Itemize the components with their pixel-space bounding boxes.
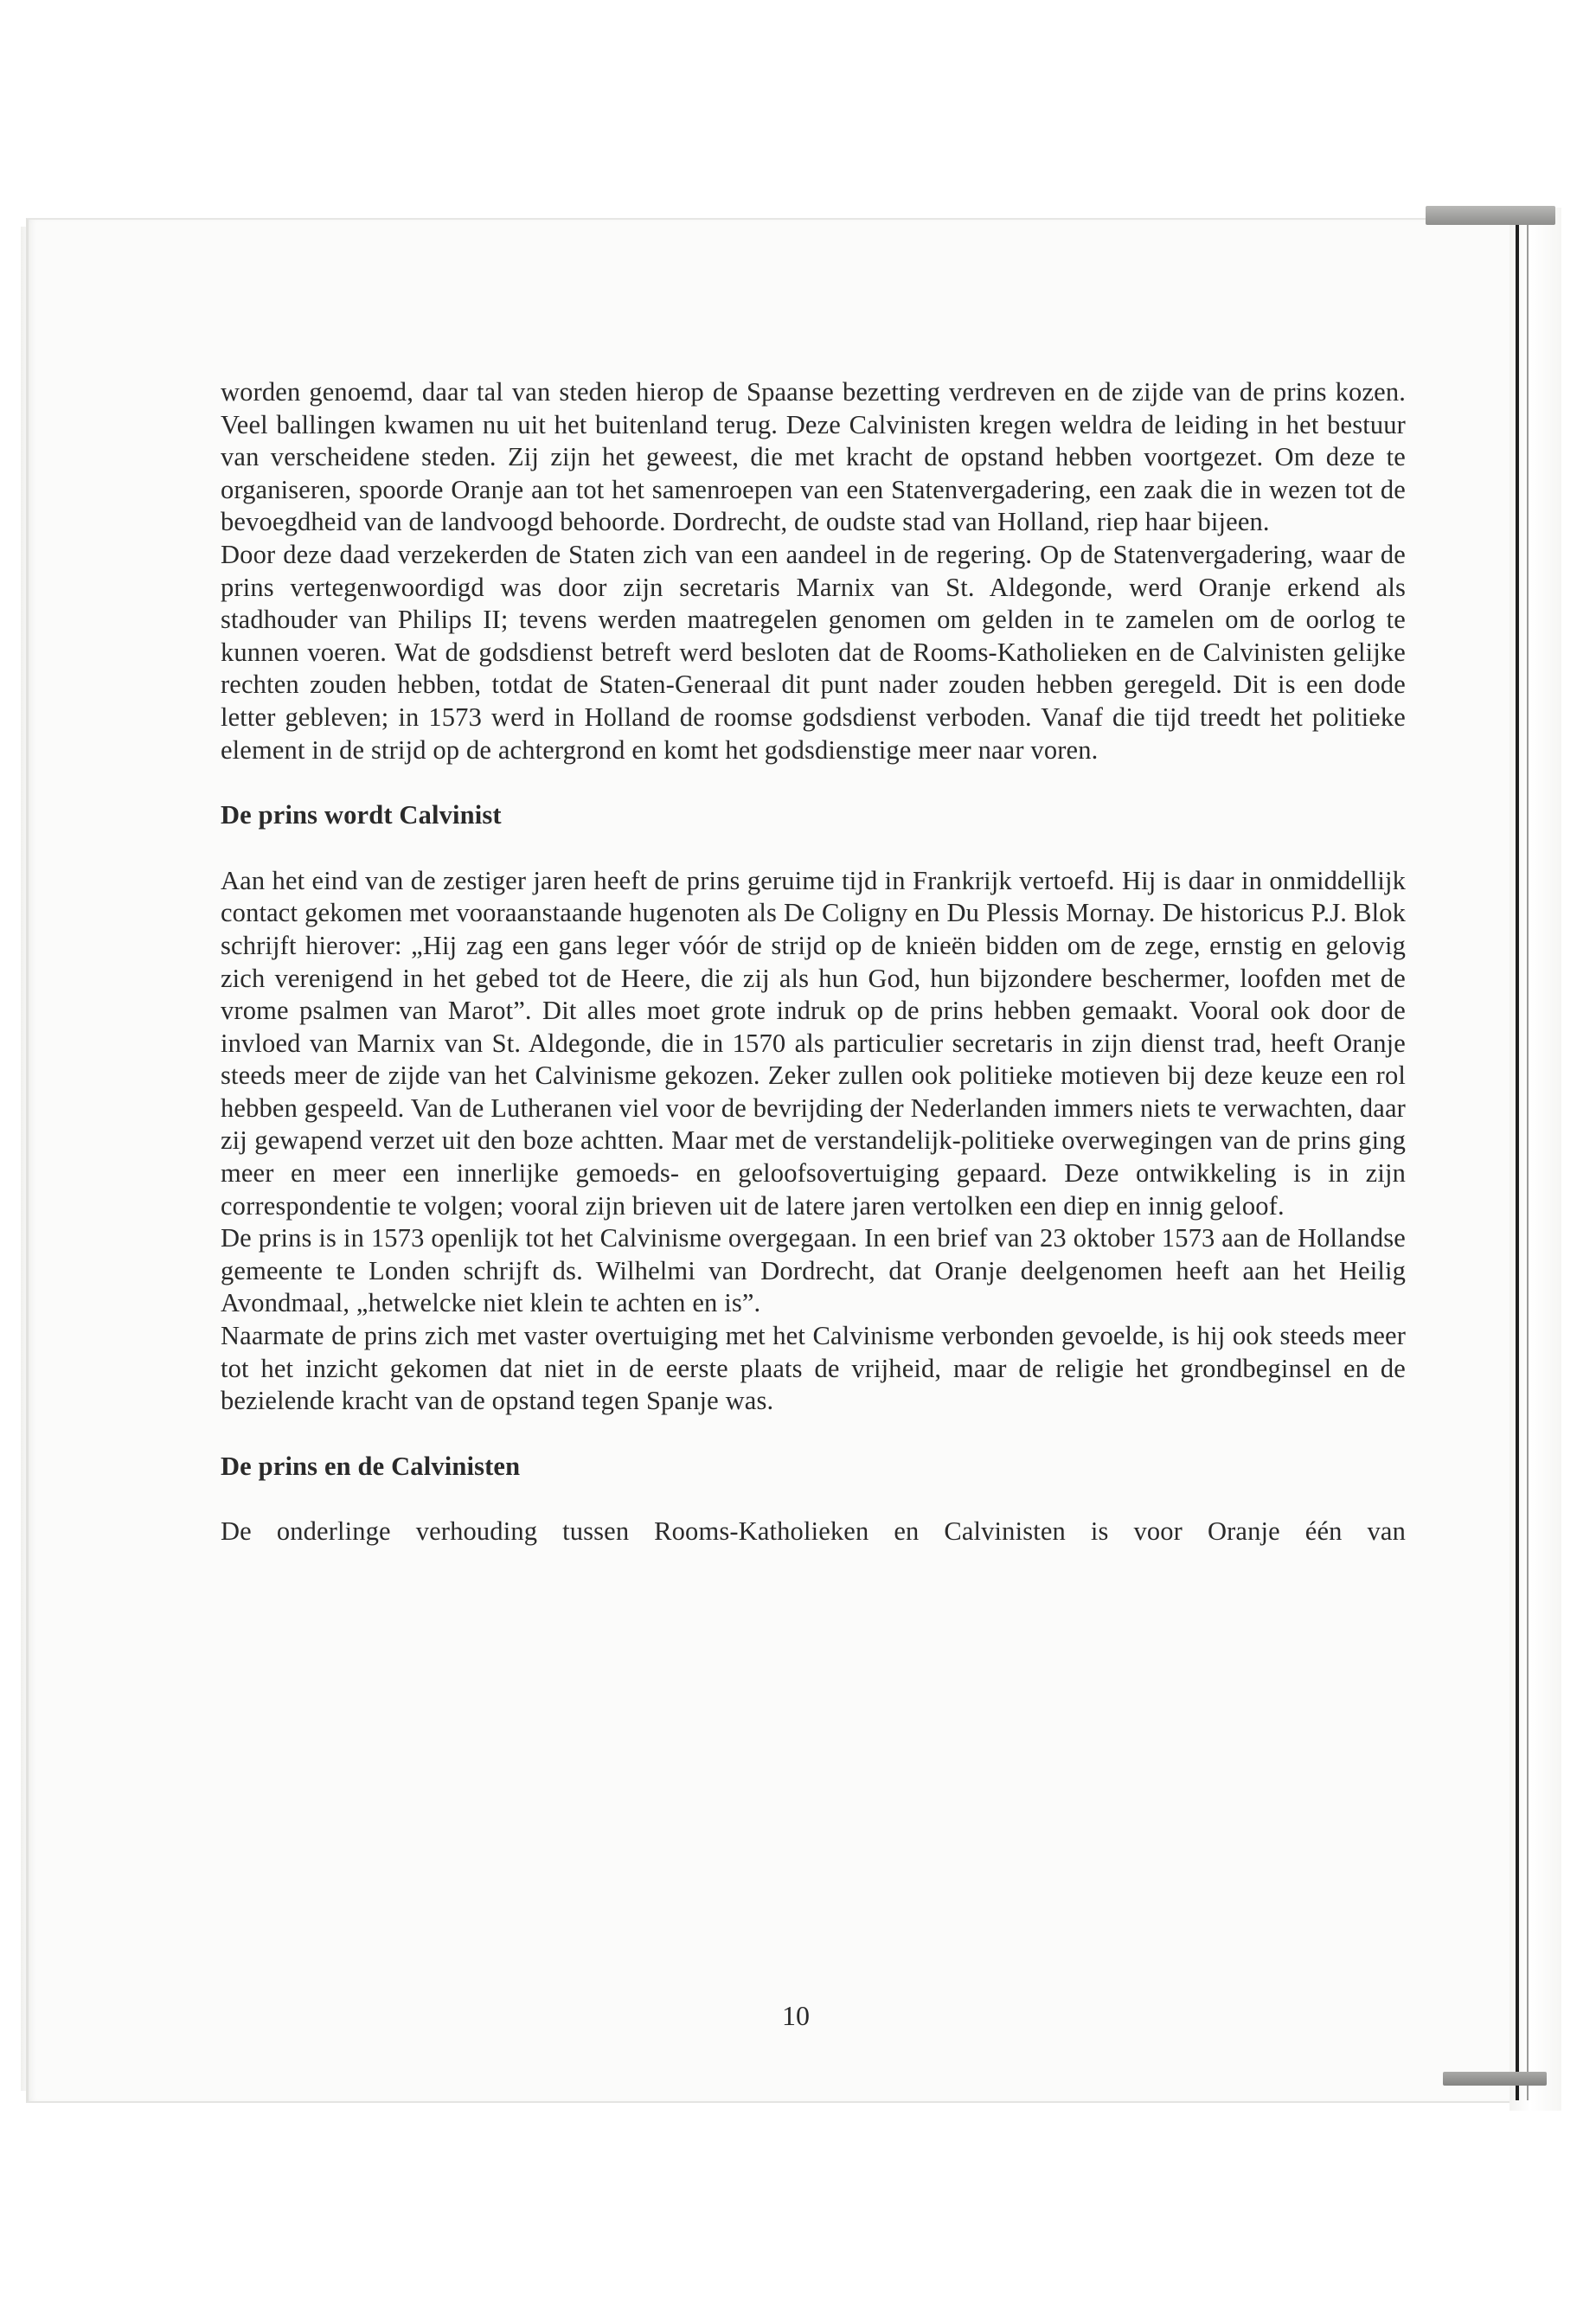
binding-clip-bottom — [1443, 2072, 1547, 2086]
page-number: 10 — [782, 2000, 810, 2031]
section-heading: De prins wordt Calvinist — [221, 800, 502, 830]
page-body — [221, 376, 1406, 1548]
binding-line-secondary — [1527, 223, 1529, 2100]
paragraph: Door deze daad verzekerden de Staten zich van een aandeel in de regering. Op de Statenvergadering, waar de prins vertegenwoordigd was door zijn secretaris Marnix van St. Aldegonde, werd Oranje erkend als stadhouder van Philips II; tevens werden maatregelen genomen om gelden in te zamelen om de oorlog te kunnen voeren. Wat de godsdienst betreft werd besloten dat de Rooms-Katholieken en de Calvinisten gelijke rechten zouden hebben, totdat de Staten-Generaal dit punt nader zouden hebben geregeld. Dit is een dode letter gebleven; in 1573 werd in Holland de roomse godsdienst verboden. Vanaf die tijd treedt het politieke element in de strijd op de achtergrond en komt het godsdienstige meer naar voren. — [221, 539, 1406, 765]
section-heading: De prins en de Calvinisten — [221, 1451, 521, 1481]
binding-line — [1516, 223, 1519, 2100]
paragraph: De prins is in 1573 openlijk tot het Calvinisme overgegaan. In een brief van 23 oktober 1573 aan de Hollandse gemeente te Londen schrijft ds. Wilhelmi van Dordrecht, dat Oranje deelgenomen heeft aan het Heilig Avondmaal, „hetwelcke niet klein te achten en is”. — [221, 1223, 1406, 1318]
paragraph: worden genoemd, daar tal van steden hierop de Spaanse bezetting verdreven en de zijde van de prins kozen. Veel ballingen kwamen nu uit het buitenland terug. Deze Calvinisten kregen weldra de leiding in het bestuur van verscheidene steden. Zij zijn het geweest, die met kracht de opstand hebben voortgezet. Om deze te organiseren, spoorde Oranje aan tot het samenroepen van een Statenvergadering, een zaak die in wezen tot de bevoegdheid van de landvoogd behoorde. Dordrecht, de oudste stad van Holland, riep haar bijeen. — [221, 377, 1406, 537]
paragraph: De onderlinge verhouding tussen Rooms-Katholieken en Calvinisten is voor Oranje één van — [221, 1516, 1406, 1547]
paragraph: Naarmate de prins zich met vaster overtuiging met het Calvinisme verbonden gevoelde, is hij ook steeds meer tot het inzicht gekomen dat niet in de eerste plaats de vrijheid, maar de religie het grondbeginsel en de bezielende kracht van de opstand tegen Spanje was. — [221, 1321, 1406, 1416]
paragraph: Aan het eind van de zestiger jaren heeft de prins geruime tijd in Frankrijk vertoefd. Hij is daar in onmiddellijk contact gekomen met vooraanstaande hugenoten als De Coligny en Du Plessis Mornay. De historicus P.J. Blok schrijft hierover: „Hij zag een gans leger vóór de strijd op de knieën bidden om de zege, ernstig en gelovig zich verenigend in het gebed tot de Heere, die zij als hun God, hun bijzondere beschermer, loofden met de vrome psalmen van Marot”. Dit alles moet grote indruk op de prins hebben gemaakt. Vooral ook door de invloed van Marnix van St. Aldegonde, die in 1570 als particulier secretaris in zijn dienst trad, heeft Oranje steeds meer de zijde van het Calvinisme gekozen. Zeker zullen ook politieke motieven bij deze keuze een rol hebben gespeeld. Van de Lutheranen viel voor de bevrijding der Nederlanden immers niets te verwachten, daar zij gewapend verzet uit den boze achtten. Maar met de verstandelijk-politieke overwegingen van de prins ging meer en meer een innerlijke gemoeds- en geloofsovertuiging gepaard. Deze ontwikkeling is in zijn correspondentie te volgen; vooral zijn brieven uit de latere jaren vertolken een diep en innig geloof. — [221, 865, 1406, 1221]
binding-clip-top — [1426, 206, 1555, 225]
